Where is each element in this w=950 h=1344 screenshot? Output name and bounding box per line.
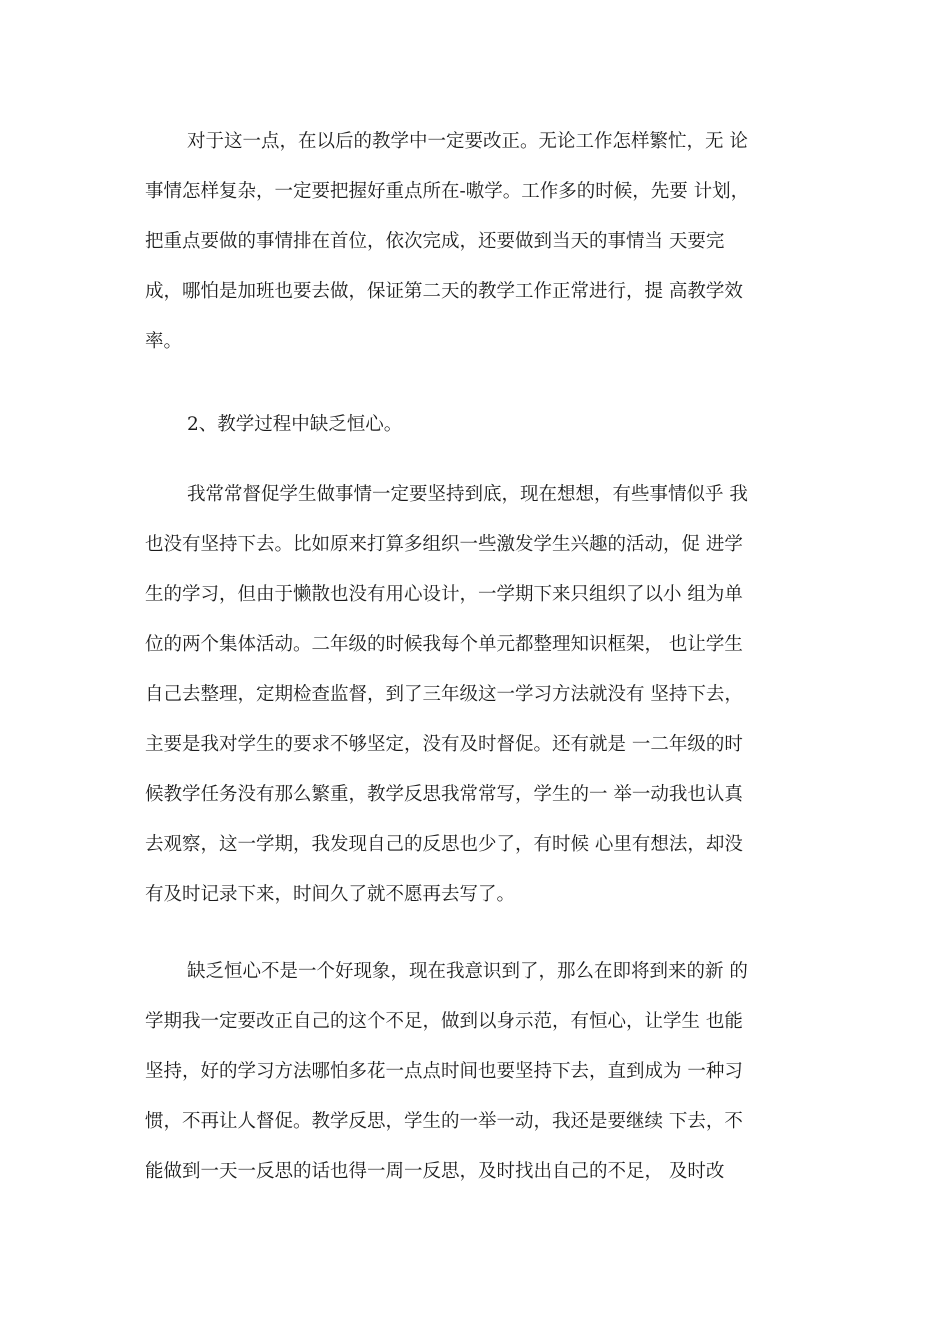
text-line: 成，哪怕是加班也要去做，保证第二天的教学工作正常进行，提 高教学效 bbox=[145, 281, 743, 302]
text-line: 率。 bbox=[145, 331, 183, 352]
text-line: 学期我一定要改正自己的这个不足，做到以身示范，有恒心，让学生 也能 bbox=[145, 1011, 743, 1032]
text-line: 对于这一点，在以后的教学中一定要改正。无论工作怎样繁忙，无 论 bbox=[187, 131, 748, 152]
section-heading bbox=[145, 400, 825, 450]
text-line: 主要是我对学生的要求不够坚定，没有及时督促。还有就是 一二年级的时 bbox=[145, 734, 743, 755]
text-line: 位的两个集体活动。二年级的时候我每个单元都整理知识框架， 也让学生 bbox=[145, 634, 743, 655]
paragraph-correction-plan bbox=[145, 117, 825, 367]
text-line: 有及时记录下来，时间久了就不愿再去写了。 bbox=[145, 884, 516, 905]
text-line: 生的学习，但由于懒散也没有用心设计，一学期下来只组织了以小 组为单 bbox=[145, 584, 743, 605]
paragraph-lack-of-perseverance bbox=[145, 470, 825, 920]
text-line: 去观察，这一学期，我发现自己的反思也少了，有时候 心里有想法，却没 bbox=[145, 834, 743, 855]
text-line: 候教学任务没有那么繁重，教学反思我常常写，学生的一 举一动我也认真 bbox=[145, 784, 743, 805]
paragraph-improvement-resolution bbox=[145, 947, 825, 1197]
text-line: 坚持，好的学习方法哪怕多花一点点时间也要坚持下去，直到成为 一种习 bbox=[145, 1061, 743, 1082]
text-line: 事情怎样复杂，一定要把握好重点所在-嗷学。工作多的时候，先要 计划， bbox=[145, 181, 750, 202]
text-line: 惯，不再让人督促。教学反思，学生的一举一动，我还是要继续 下去，不 bbox=[145, 1111, 743, 1132]
text-line: 我常常督促学生做事情一定要坚持到底，现在想想，有些事情似乎 我 bbox=[187, 484, 748, 505]
text-line: 把重点要做的事情排在首位，依次完成，还要做到当天的事情当 天要完 bbox=[145, 231, 725, 252]
text-line: 自己去整理，定期检查监督，到了三年级这一学习方法就没有 坚持下去， bbox=[145, 684, 743, 705]
text-line: 缺乏恒心不是一个好现象，现在我意识到了，那么在即将到来的新 的 bbox=[187, 961, 748, 982]
text-line: 能做到一天一反思的话也得一周一反思，及时找出自己的不足， 及时改 bbox=[145, 1161, 725, 1182]
text-line: 也没有坚持下去。比如原来打算多组织一些激发学生兴趣的活动，促 进学 bbox=[145, 534, 743, 555]
heading-line: 2、教学过程中缺乏恒心。 bbox=[187, 414, 403, 435]
